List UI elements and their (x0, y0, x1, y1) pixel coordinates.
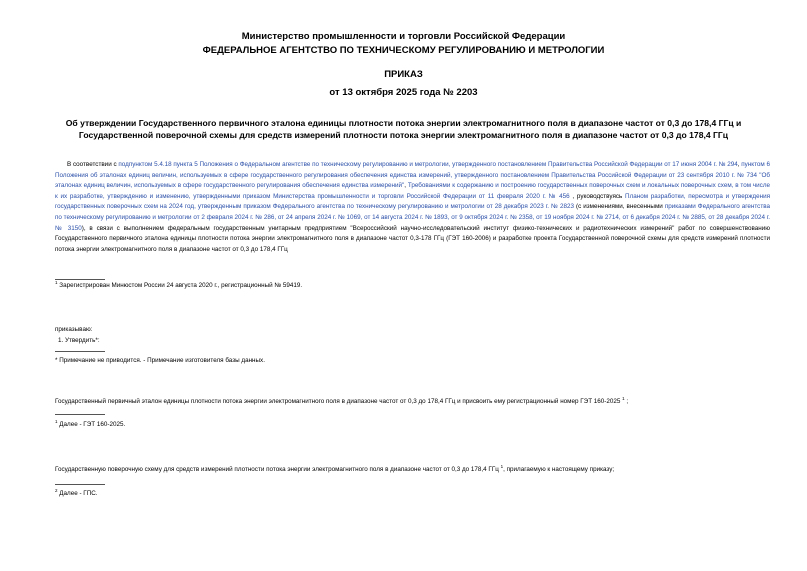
preamble-paragraph (55, 160, 770, 255)
preamble-text: , (737, 161, 742, 168)
preamble-text: В соответствии с (67, 161, 119, 168)
doc-date-number: от 13 октября 2025 года № 2203 (329, 87, 478, 98)
link-requirements-456[interactable]: Требованиями к содержанию и построению государственных поверочных схем и локальных поверочных схем, в том числе к их разработке, утверждению и изменению, утвержденными приказом Министерства промышленности и торговли Российской Федерации от 11 февраля 2020 г. № 456 (55, 182, 771, 200)
preamble-text: ), в связи с выполнением федеральным государственным унитарным предприятием "Всероссийский научно-исследовательский институт физико-технических и радиотехнических измерений" работ по совершенствованию Государственного первичного эталона единицы плотности потока энергии электромагнитного поля в диапазоне частот 0,3-178 ГГц (ГЭТ 160-2006) и разработке проекта Государственной поверочной схемы для средств измерений плотности потока энергии электромагнитного поля в диапазоне частот от 0,3 до 178,4 ГГц (55, 224, 771, 253)
editor-note: * Примечание не приводится. - Примечание изготовителя базы данных. (55, 357, 265, 364)
agency-name: ФЕДЕРАЛЬНОЕ АГЕНТСТВО ПО ТЕХНИЧЕСКОМУ РЕГУЛИРОВАНИЮ И МЕТРОЛОГИИ (202, 45, 605, 56)
footnote-get: $^1$ Далее - ГЭТ 160-2025. (55, 418, 126, 428)
footnote-divider (55, 484, 105, 485)
item-1-text: 1. Утвердить*: (58, 337, 100, 344)
footnote-divider (55, 279, 105, 280)
doc-title: Об утверждении Государственного первичного эталона единицы плотности потока энергии электромагнитного поля в диапазоне частот от 0,3 до 178,4 ГГц и Государственной поверочной схемы для средств измерений плотности потока энергии электромагнитного поля в диапазоне частот от 0,3 до 178,4 ГГц (65, 118, 742, 140)
footnote-registration: $^1$ Зарегистрирован Минюстом России 24 августа 2020 г., регистрационный № 59419. (55, 279, 303, 289)
doc-type: ПРИКАЗ (384, 69, 423, 80)
link-regulation-294[interactable]: подпунктом 5.4.18 пункта 5 Положения о Федеральном агентстве по техническому регулированию и метрологии, утвержденного постановлением Правительства Российской Федерации от 17 июня 2004 г. № 294 (118, 161, 738, 168)
prikazyvayu-text: приказываю: (55, 326, 93, 333)
footnote-mark: 1 (55, 279, 58, 285)
footnote-divider (55, 351, 105, 352)
preamble-text: , (404, 182, 408, 190)
link-plan-2823[interactable]: Планом разработки, пересмотра и утверждения государственных поверочных схем на 2024 год, утвержденным приказом Федерального агентства по техническому регулированию и метрологии от 28 декабря 2023 г. № 2823 (55, 192, 770, 211)
footnote-divider (55, 414, 105, 415)
link-regulation-734[interactable]: пунктом 6 Положения об эталонах единиц величин, используемых в сфере государственного регулирования обеспечения единства измерений, утвержденного постановлением Правительства Российской Федерации от 23 сентября 2010 г. № 734 "Об эталонах единиц величин, используемых в сфере государственного регулирования обеспечения единства измерений" (55, 161, 770, 190)
preamble-text: (с изменениями, внесенными (574, 203, 665, 211)
ministry-name: Министерство промышленности и торговли Российской Федерации (241, 31, 566, 42)
item-get-text: Государственный первичный эталон единицы плотности потока энергии электромагнитного поля в диапазоне частот от 0,3 до 178,4 ГГц и присвоить ему регистрационный номер ГЭТ 160-2025 $^1$ ; (55, 395, 629, 405)
item-gps-text: Государственную поверочную схему для средств измерений плотности потока энергии электромагнитного поля в диапазоне частот от 0,3 до 178,4 ГГц $^1$, прилагаемую к настоящему приказу; (55, 463, 615, 473)
link-amendments[interactable]: приказами Федерального агентства по техническому регулированию и метрологии от 2 февраля 2024 г. № 286, от 24 апреля 2024 г. № 1069, от 14 августа 2024 г. № 1893, от 9 октября 2024 г. № 2358, от 19 ноября 2024 г. № 2714, от 6 декабря 2024 г. № 2885, от 28 декабря 2024 г. № 3150 (55, 203, 770, 232)
preamble-text: , руководствуясь (569, 192, 626, 200)
footnote-gps: $^2$ Далее - ГПС. (55, 487, 98, 497)
